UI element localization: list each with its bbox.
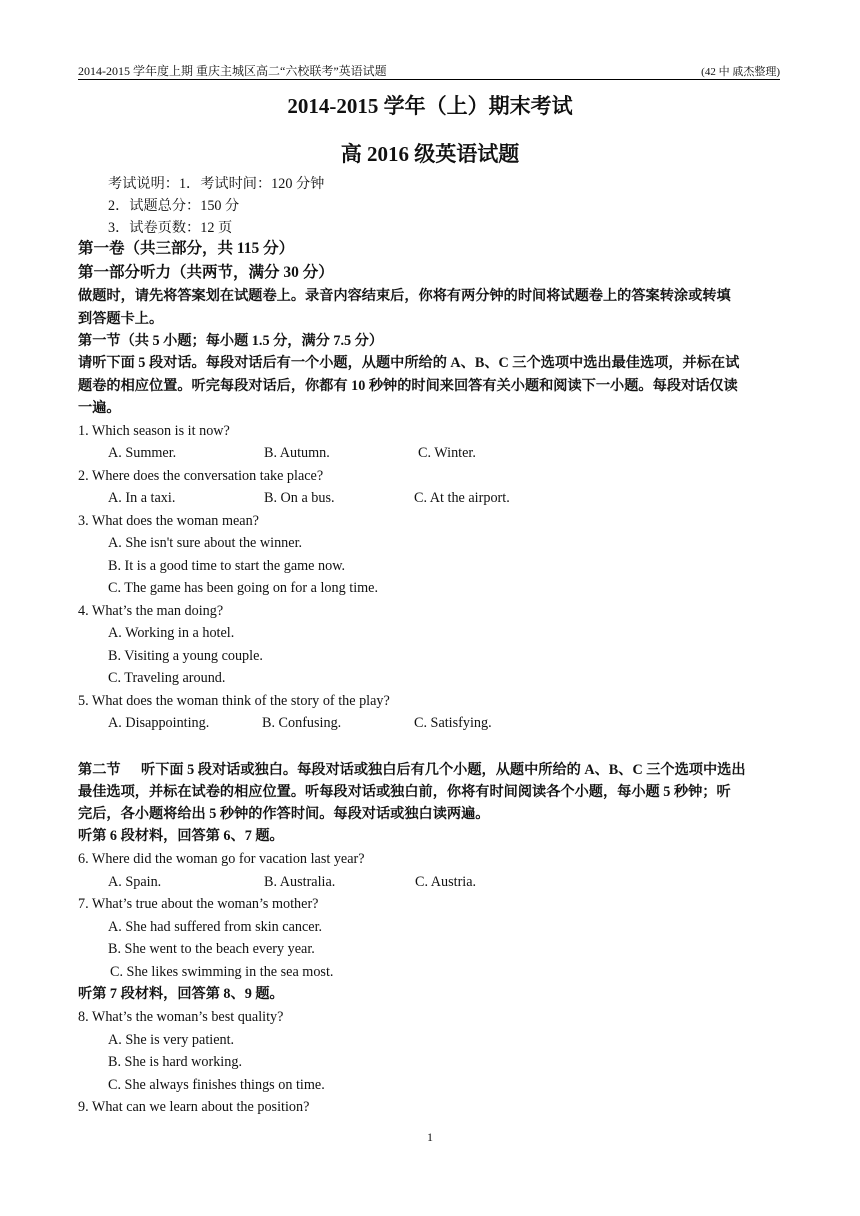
question-stem: 6. Where did the woman go for vacation last year? <box>78 851 365 867</box>
page-number: 1 <box>427 1130 433 1144</box>
header-rule <box>78 79 780 80</box>
option-b: B. Australia. <box>264 874 336 890</box>
option-c: C. Austria. <box>415 874 477 890</box>
option-c: C. At the airport. <box>414 490 510 506</box>
question-stem: 7. What’s true about the woman’s mother? <box>78 896 319 912</box>
section1-instruction-line: 请听下面 5 段对话。每段对话后有一个小题，从题中所给的 A、B、C 三个选项中选出最佳选项，并标在试 <box>78 355 740 371</box>
option-c: C. Winter. <box>418 445 476 461</box>
option-a: A. She had suffered from skin cancer. <box>108 919 323 935</box>
option-a: A. She isn't sure about the winner. <box>108 535 303 551</box>
option-c: C. Satisfying. <box>414 715 492 731</box>
section2-instruction-line: 最佳选项，并标在试卷的相应位置。听每段对话或独白前，你将有时间阅读各个小题，每小题 5 秒钟；听 <box>78 784 731 800</box>
section2-instruction-line: 听下面 5 段对话或独白。每段对话或独白后有几个小题，从题中所给的 A、B、C 三个选项中选出 <box>141 762 746 778</box>
section2-heading: 第二节 <box>78 762 121 778</box>
question-stem: 1. Which season is it now? <box>78 423 230 439</box>
section1-instruction-line: 题卷的相应位置。听完每段对话后，你都有 10 秒钟的时间来回答有关小题和阅读下一小题。每段对话仅读 <box>78 378 738 394</box>
material-heading: 听第 7 段材料，回答第 8、9 题。 <box>78 986 284 1002</box>
section1-heading: 第一节（共 5 小题；每小题 1.5 分，满分 7.5 分） <box>78 333 384 349</box>
material-heading: 听第 6 段材料，回答第 6、7 题。 <box>78 828 284 844</box>
question-stem: 2. Where does the conversation take place? <box>78 468 324 484</box>
exam-note-pages: 3．试卷页数：12 页 <box>108 220 233 236</box>
exam-subtitle: 高 2016 级英语试题 <box>340 142 520 166</box>
option-b: B. She went to the beach every year. <box>108 941 315 957</box>
option-a: A. Spain. <box>108 874 162 890</box>
option-b: B. It is a good time to start the game now. <box>108 558 346 574</box>
option-a: A. Summer. <box>108 445 177 461</box>
running-header-left: 2014-2015 学年度上期 重庆主城区高二“六校联考”英语试题 <box>78 64 387 78</box>
option-b: B. On a bus. <box>264 490 335 506</box>
question-stem: 8. What’s the woman’s best quality? <box>78 1009 284 1025</box>
section1-instruction-line: 一遍。 <box>78 400 121 416</box>
exam-note-time: 考试说明：1．考试时间：120 分钟 <box>108 176 325 192</box>
option-a: A. Disappointing. <box>108 715 210 731</box>
running-header-right: (42 中 戚杰整理) <box>701 66 780 78</box>
option-b: B. Confusing. <box>262 715 342 731</box>
exam-note-score: 2．试题总分：150 分 <box>108 198 240 214</box>
exam-title: 2014-2015 学年（上）期末考试 <box>287 94 573 118</box>
option-c: C. Traveling around. <box>108 670 226 686</box>
option-a: A. Working in a hotel. <box>108 625 235 641</box>
option-c: C. She likes swimming in the sea most. <box>110 964 334 980</box>
option-b: B. She is hard working. <box>108 1054 242 1070</box>
option-a: A. She is very patient. <box>108 1032 235 1048</box>
listening-instruction-line: 做题时，请先将答案划在试题卷上。录音内容结束后，你将有两分钟的时间将试题卷上的答案转涂或转填 <box>78 288 731 304</box>
option-c: C. She always finishes things on time. <box>108 1077 325 1093</box>
part-heading-listening: 第一部分听力（共两节，满分 30 分） <box>78 264 334 281</box>
option-a: A. In a taxi. <box>108 490 176 506</box>
option-b: B. Autumn. <box>264 445 330 461</box>
question-stem: 3. What does the woman mean? <box>78 513 259 529</box>
volume-heading: 第一卷（共三部分，共 115 分） <box>78 240 295 257</box>
option-c: C. The game has been going on for a long time. <box>108 580 379 596</box>
section2-instruction-line: 完后，各小题将给出 5 秒钟的作答时间。每段对话或独白读两遍。 <box>78 806 490 822</box>
question-stem: 9. What can we learn about the position? <box>78 1099 310 1115</box>
question-stem: 5. What does the woman think of the story of the play? <box>78 693 390 709</box>
option-b: B. Visiting a young couple. <box>108 648 263 664</box>
listening-instruction-line: 到答题卡上。 <box>78 311 164 327</box>
question-stem: 4. What’s the man doing? <box>78 603 224 619</box>
